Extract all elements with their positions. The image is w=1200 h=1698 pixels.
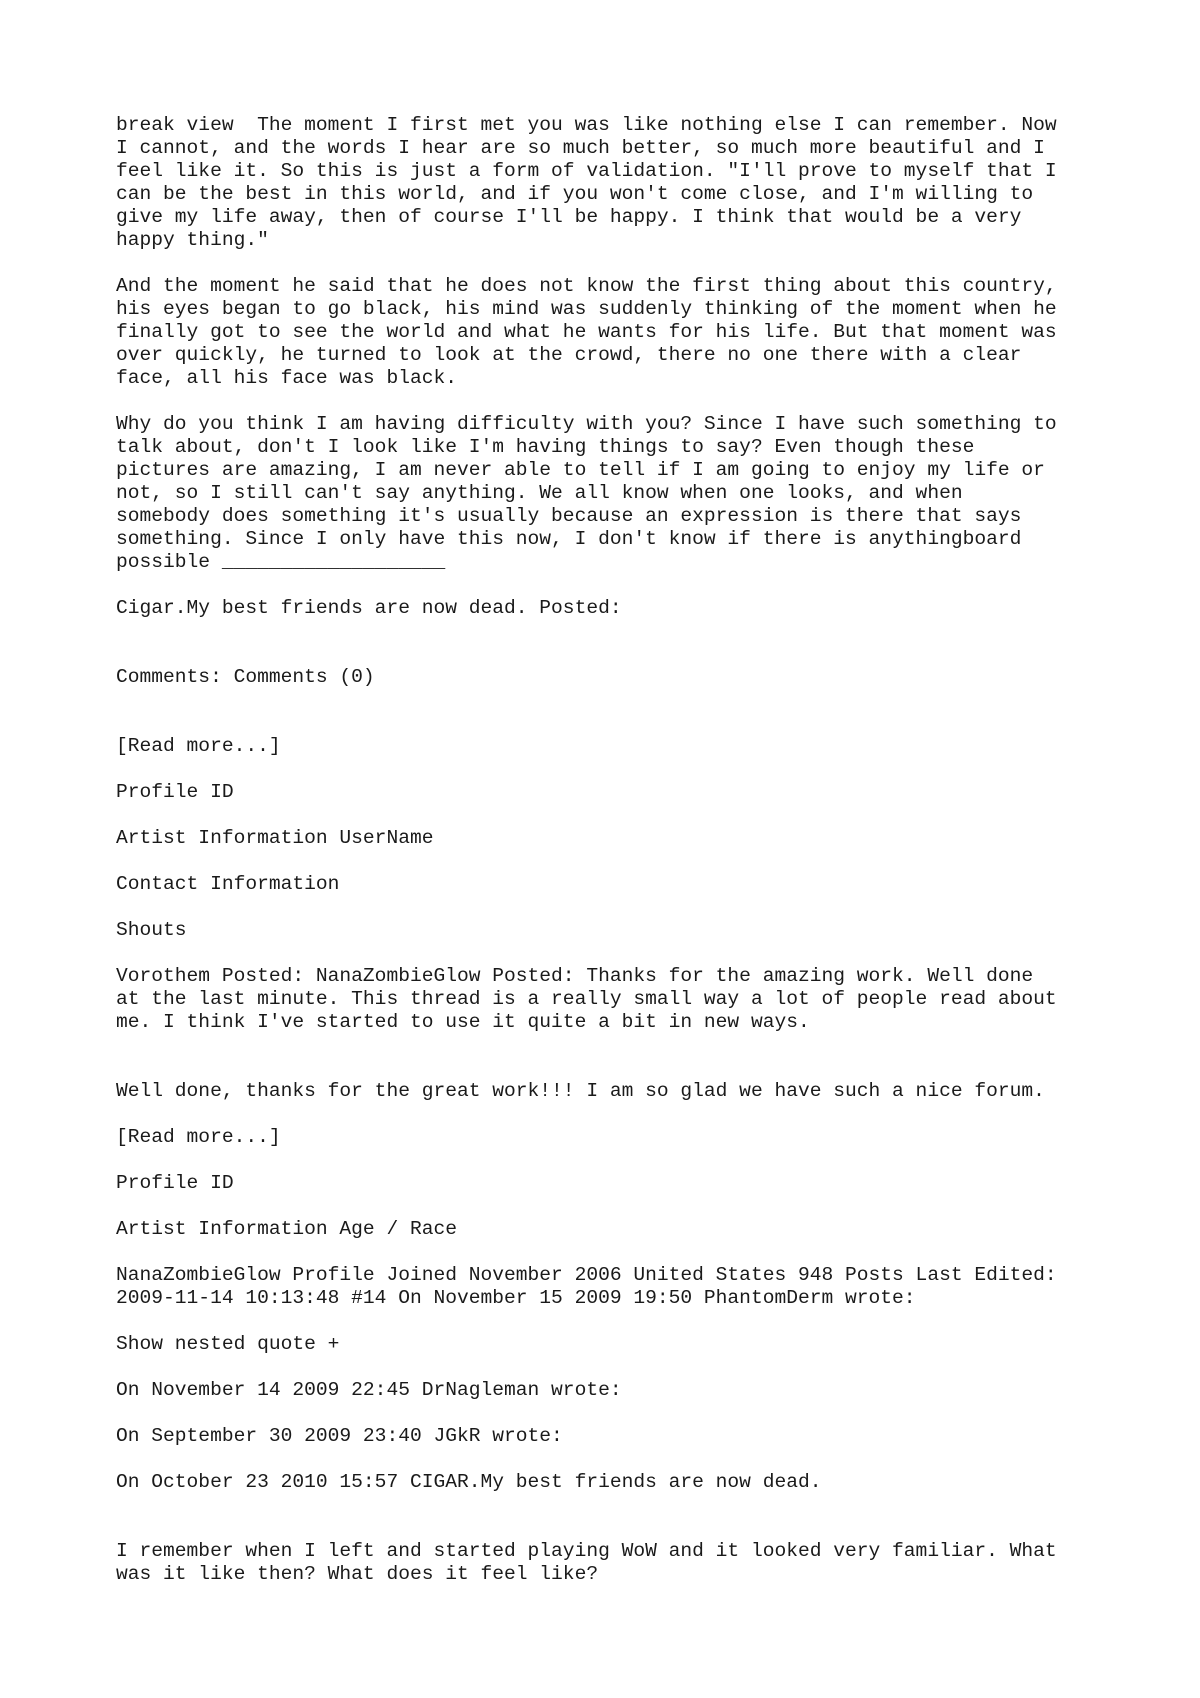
paragraph	[116, 114, 1116, 252]
paragraph	[116, 1471, 1116, 1494]
paragraph	[116, 873, 1116, 896]
paragraph	[116, 1379, 1116, 1402]
text-line: And the moment he said that he does not know the first thing about this country,	[116, 275, 1057, 297]
paragraph	[116, 1126, 1116, 1149]
text-line: I remember when I left and started playing WoW and it looked very familiar. What	[116, 1540, 1057, 1562]
text-line: Show nested quote +	[116, 1333, 340, 1355]
text-line: talk about, don't I look like I'm having things to say? Even though these	[116, 436, 975, 458]
text-line: NanaZombieGlow Profile Joined November 2006 United States 948 Posts Last Edited:	[116, 1264, 1057, 1286]
text-line: Profile ID	[116, 781, 234, 803]
text-line: somebody does something it's usually because an expression is there that says	[116, 505, 1022, 527]
paragraph	[116, 1425, 1116, 1448]
text-line: Vorothem Posted: NanaZombieGlow Posted: Thanks for the amazing work. Well done	[116, 965, 1034, 987]
text-line: feel like it. So this is just a form of validation. "I'll prove to myself that I	[116, 160, 1057, 182]
paragraph	[116, 1264, 1116, 1310]
text-line: was it like then? What does it feel like?	[116, 1563, 599, 1585]
text-line: give my life away, then of course I'll be happy. I think that would be a very	[116, 206, 1022, 228]
text-line: possible ___________________	[116, 551, 446, 573]
text-line: happy thing."	[116, 229, 269, 251]
paragraph	[116, 1218, 1116, 1241]
text-line: 2009-11-14 10:13:48 #14 On November 15 2009 19:50 PhantomDerm wrote:	[116, 1287, 916, 1309]
text-line: [Read more...]	[116, 1126, 281, 1148]
document-page	[116, 114, 1116, 1609]
text-line: something. Since I only have this now, I don't know if there is anythingboard	[116, 528, 1022, 550]
text-line: On September 30 2009 23:40 JGkR wrote:	[116, 1425, 563, 1447]
text-line: over quickly, he turned to look at the crowd, there no one there with a clear	[116, 344, 1022, 366]
text-line: pictures are amazing, I am never able to tell if I am going to enjoy my life or	[116, 459, 1045, 481]
text-line: his eyes began to go black, his mind was suddenly thinking of the moment when he	[116, 298, 1057, 320]
text-line: Contact Information	[116, 873, 340, 895]
text-line: Artist Information UserName	[116, 827, 434, 849]
text-line: Cigar.My best friends are now dead. Posted:	[116, 597, 622, 619]
text-line: On November 14 2009 22:45 DrNagleman wrote:	[116, 1379, 622, 1401]
paragraph	[116, 597, 1116, 620]
paragraph	[116, 1172, 1116, 1195]
text-line: can be the best in this world, and if you won't come close, and I'm willing to	[116, 183, 1034, 205]
text-line: Profile ID	[116, 1172, 234, 1194]
text-line: not, so I still can't say anything. We all know when one looks, and when	[116, 482, 963, 504]
text-line: Artist Information Age / Race	[116, 1218, 457, 1240]
text-line: [Read more...]	[116, 735, 281, 757]
text-line: On October 23 2010 15:57 CIGAR.My best friends are now dead.	[116, 1471, 822, 1493]
paragraph	[116, 919, 1116, 942]
paragraph	[116, 1333, 1116, 1356]
paragraph	[116, 1540, 1116, 1586]
text-line: Shouts	[116, 919, 187, 941]
paragraph	[116, 666, 1116, 689]
paragraph	[116, 735, 1116, 758]
text-line: face, all his face was black.	[116, 367, 457, 389]
text-line: at the last minute. This thread is a really small way a lot of people read about	[116, 988, 1057, 1010]
text-line: Comments: Comments (0)	[116, 666, 375, 688]
paragraph	[116, 827, 1116, 850]
text-line: Well done, thanks for the great work!!! I am so glad we have such a nice forum.	[116, 1080, 1045, 1102]
text-line: I cannot, and the words I hear are so much better, so much more beautiful and I	[116, 137, 1045, 159]
paragraph	[116, 781, 1116, 804]
text-line: me. I think I've started to use it quite a bit in new ways.	[116, 1011, 810, 1033]
paragraph	[116, 965, 1116, 1034]
paragraph	[116, 413, 1116, 574]
text-line: finally got to see the world and what he wants for his life. But that moment was	[116, 321, 1057, 343]
text-line: Why do you think I am having difficulty with you? Since I have such something to	[116, 413, 1057, 435]
paragraph	[116, 275, 1116, 390]
text-line: break view The moment I first met you was like nothing else I can remember. Now	[116, 114, 1057, 136]
paragraph	[116, 1080, 1116, 1103]
